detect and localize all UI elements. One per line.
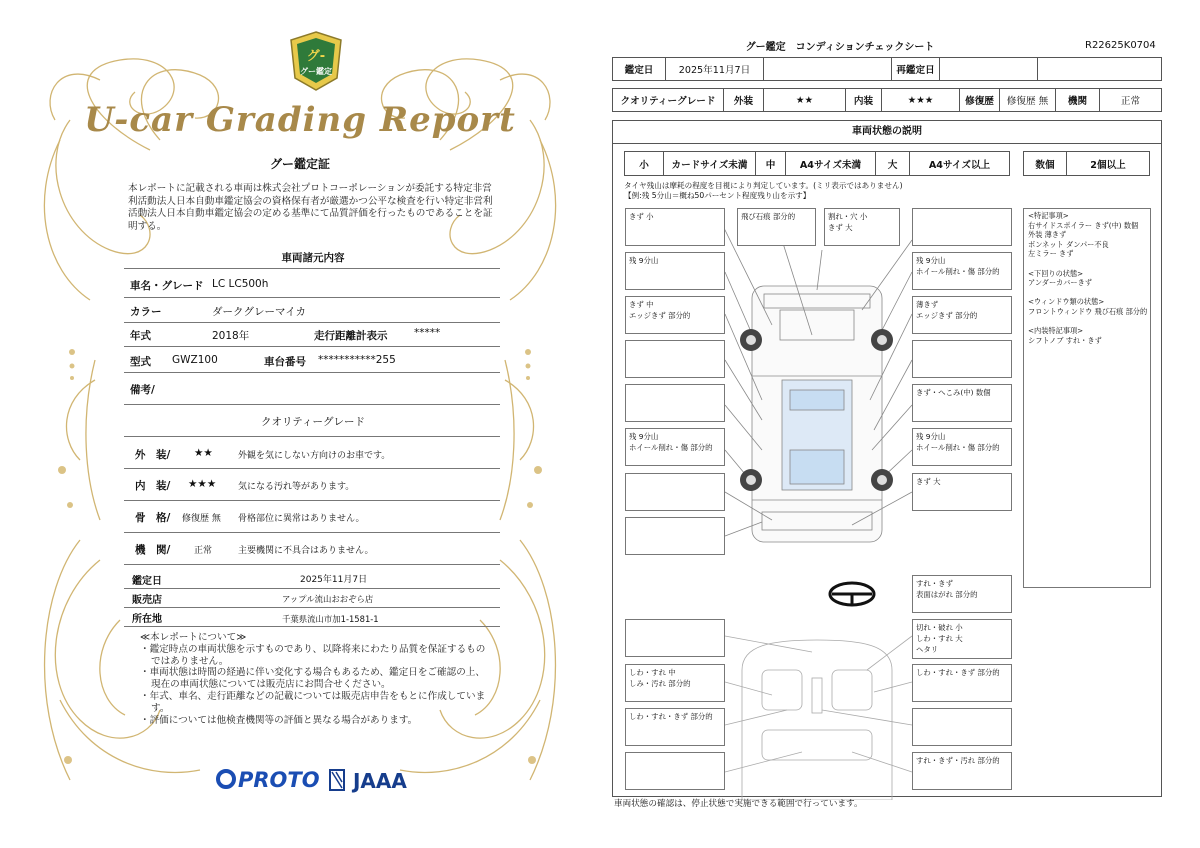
condition-box-fl-tire	[625, 252, 725, 290]
certificate-statement: 本レポートに記載される車両は株式会社プロトコーポレーションが委託する特定非営利活動法人日本自動車鑑定協会の資格保有者が厳選かつ公平な検査を行い特定非営利活動法人日本自動車鑑定協会の定める基準にて品質評価を行ったものであることを証明する。	[128, 183, 493, 232]
condition-text: きず 大	[916, 477, 941, 486]
condition-text: すれ・きず	[916, 579, 953, 588]
divider	[124, 564, 500, 565]
remarks-line: フロントウィンドウ 飛び石痕 部分的	[1028, 306, 1148, 316]
exterior-stars: ★★	[194, 447, 213, 459]
engine-value: 正常	[194, 546, 213, 556]
condition-text: ホイール削れ・傷 部分的	[916, 443, 1000, 452]
condition-text: すれ・きず・汚れ 部分的	[916, 756, 1000, 765]
condition-box-dashboard	[625, 619, 725, 657]
size-legend	[624, 151, 1010, 176]
divider	[124, 500, 500, 501]
remarks-label: 備考/	[130, 384, 155, 396]
remarks-heading: <特記事項>	[1028, 211, 1069, 220]
divider	[124, 268, 500, 269]
divider	[124, 404, 500, 405]
condition-text: きず 大	[828, 223, 853, 232]
frame-desc: 骨格部位に異常はありません。	[238, 514, 365, 524]
location-value: 千葉県流山市加1-1581-1	[282, 614, 379, 624]
size-mid-desc: A4サイズ未満	[785, 152, 875, 175]
condition-box-driver-seat	[912, 619, 1012, 659]
condition-box-right-fender	[912, 296, 1012, 334]
condition-text: 残 9分山	[916, 432, 946, 441]
remarks-spacer	[1028, 317, 1146, 327]
size-large: 大	[875, 152, 909, 175]
remarks-heading: <ウィンドウ類の状態>	[1028, 297, 1105, 307]
condition-box-driver-door-trim	[912, 664, 1012, 702]
frame-value: 修復歴 無	[182, 514, 221, 524]
jaaa-mark-icon	[328, 768, 346, 792]
spec-section-title: 車両諸元内容	[281, 252, 345, 264]
tire-note: タイヤ残山は摩耗の程度を目視により判定しています。(ミリ表示ではありません)	[624, 181, 903, 190]
condition-box-rear-bumper	[625, 517, 725, 555]
condition-text: ヘタリ	[916, 645, 939, 654]
condition-box-passenger-door-trim	[625, 708, 725, 746]
count-legend	[1023, 151, 1150, 176]
note-item: ・車両状態は時間の経過に伴い変化する場合もあるため、鑑定日をご確認の上、現在の車両状態については販売店にお問合せください。	[140, 667, 485, 691]
condition-box-left-fender	[625, 296, 725, 334]
condition-box-left-door	[625, 340, 725, 378]
divider	[124, 436, 500, 437]
jaaa-logo-text: JAAA	[352, 769, 407, 793]
date-value: 2025年11月7日	[300, 575, 368, 585]
condition-text: 残 9分山	[916, 256, 946, 265]
divider	[124, 372, 500, 373]
size-small: 小	[639, 159, 649, 171]
quality-section-title: クオリティーグレード	[261, 416, 365, 428]
condition-box-rear-left	[625, 473, 725, 511]
date-row	[612, 57, 1162, 81]
remarks-spacer	[1028, 288, 1146, 298]
proto-logo-text: PROTO	[238, 768, 320, 792]
chassis-label: 車台番号	[264, 356, 306, 368]
condition-text: しわ・すれ・きず 部分的	[629, 712, 713, 721]
divider	[124, 346, 500, 347]
note-item: ・鑑定時点の車両状態を示すものであり、以降将来にわたり品質を保証するものではありません。	[140, 643, 486, 667]
remarks-line: 右サイドスポイラー きず(中) 数個	[1028, 220, 1139, 230]
report-notes	[140, 632, 490, 726]
remarks-line: 外装 薄きず	[1028, 230, 1067, 240]
condition-box-rear-right	[912, 473, 1012, 511]
condition-text: 飛び石痕 部分的	[741, 212, 796, 221]
condition-box-front-right	[912, 208, 1012, 246]
interior-diagram	[725, 636, 912, 800]
divider	[124, 297, 500, 298]
model-label: 型式	[130, 356, 151, 368]
interior-stars: ★★★	[188, 478, 217, 490]
remarks-line: アンダーカバーきず	[1028, 278, 1092, 288]
condition-box-passenger-seat	[625, 664, 725, 702]
condition-box-steering	[912, 575, 1012, 613]
sheet-exterior-value: ★★	[763, 89, 845, 111]
condition-text: ホイール削れ・傷 部分的	[916, 267, 1000, 276]
proto-logo	[216, 768, 320, 792]
date-label: 鑑定日	[132, 576, 162, 587]
reinspect-label: 再鑑定日	[891, 58, 939, 80]
special-remarks	[1023, 208, 1151, 588]
sheet-date-value: 2025年11月7日	[665, 58, 763, 80]
chassis-value: ***********255	[318, 354, 396, 366]
condition-text: しわ・すれ 中	[629, 668, 676, 677]
sheet-title: グー鑑定 コンディションチェックシート	[745, 42, 935, 53]
exterior-desc: 外観を気にしない方向けのお車です。	[238, 451, 391, 461]
svg-text:グー鑑定: グー鑑定	[300, 67, 332, 76]
condition-text: 切れ・破れ 小	[916, 623, 963, 632]
name-label: 車名・グレード	[130, 280, 204, 292]
remarks-spacer	[1028, 259, 1146, 269]
mileage-label: 走行距離計表示	[314, 330, 388, 342]
remarks-line: シフトノブ すれ・きず	[1028, 335, 1102, 345]
reinspect-value	[939, 58, 1037, 80]
shop-value: アップル流山おおぞら店	[282, 594, 374, 604]
condition-box-front-left	[625, 208, 725, 246]
sheet-exterior-label: 外装	[723, 89, 763, 111]
goo-kantei-logo	[287, 30, 345, 92]
condition-text: 残 9分山	[629, 432, 659, 441]
condition-text: エッジきず 部分的	[629, 311, 691, 320]
condition-text: しわ・すれ・きず 部分的	[916, 668, 1000, 677]
note-item: ・評価については他検査機関等の評価と異なる場合があります。	[140, 714, 418, 726]
size-large-desc: A4サイズ以上	[909, 152, 1009, 175]
certificate-title: グー鑑定証	[269, 157, 330, 171]
notes-title: ≪本レポートについて≫	[140, 632, 247, 643]
condition-box-rear-right-seat	[912, 752, 1012, 790]
condition-text: 表面はがれ 部分的	[916, 590, 978, 599]
condition-text: 残 9分山	[629, 256, 659, 265]
condition-box-right-side	[912, 384, 1012, 422]
footer-note: 車両状態の確認は、停止状態で実施できる範囲で行っています。	[614, 799, 863, 809]
sheet-interior-value: ★★★	[881, 89, 959, 111]
location-label: 所在地	[132, 614, 162, 625]
condition-box-fr-tire	[912, 252, 1012, 290]
blank-cell	[1037, 58, 1161, 80]
condition-text: ホイール削れ・傷 部分的	[629, 443, 713, 452]
condition-box-front-bumper	[824, 208, 900, 246]
proto-mark-icon	[216, 769, 236, 789]
year-label: 年式	[130, 330, 151, 342]
condition-text: 薄きず	[916, 300, 939, 309]
interior-label: 内 装/	[135, 480, 171, 492]
engine-desc: 主要機関に不具合はありません。	[238, 546, 374, 556]
mileage-value: *****	[414, 327, 441, 339]
size-small-desc: カードサイズ未満	[663, 152, 755, 175]
frame-label: 骨 格/	[135, 512, 171, 524]
condition-text: きず・へこみ(中) 数個	[916, 388, 991, 397]
name-value: LC LC500h	[212, 278, 269, 290]
condition-box-left-side	[625, 384, 725, 422]
steering-wheel-icon	[830, 583, 874, 605]
condition-box-rear-left-seat	[625, 752, 725, 790]
engine-label: 機 関/	[135, 544, 171, 556]
remarks-line: ボンネット ダンパー不良	[1028, 239, 1109, 249]
tire-example: 【例:残 5分山＝概ね50パーセント程度残り山を示す】	[624, 191, 811, 200]
repair-label: 修復歴	[959, 89, 999, 111]
condition-text: しわ・すれ 大	[916, 634, 963, 643]
quality-label: クオリティーグレード	[620, 96, 716, 107]
remarks-heading: <下回りの状態>	[1028, 268, 1084, 278]
condition-text: しみ・汚れ 部分的	[629, 679, 691, 688]
color-label: カラー	[130, 306, 162, 318]
divider	[124, 607, 500, 608]
quality-row	[612, 88, 1162, 112]
jaaa-logo	[328, 768, 407, 793]
condition-box-console	[912, 708, 1012, 746]
divider	[124, 588, 500, 589]
sheet-interior-label: 内装	[845, 89, 881, 111]
count-desc: 2個以上	[1066, 152, 1149, 175]
report-title: U-car Grading Report	[84, 100, 516, 140]
condition-box-windshield	[737, 208, 816, 246]
divider	[124, 532, 500, 533]
note-item: ・年式、車名、走行距離などの記載については販売店申告をもとに作成しています。	[140, 690, 486, 714]
panel-title: 車両状態の説明	[612, 120, 1162, 144]
condition-box-rl-tire	[625, 428, 725, 466]
condition-text: 割れ・穴 小	[828, 212, 868, 221]
shop-label: 販売店	[132, 595, 162, 606]
repair-value: 修復歴 無	[999, 89, 1055, 111]
sheet-engine-value: 正常	[1099, 89, 1161, 111]
sheet-engine-label: 機関	[1055, 89, 1099, 111]
condition-text: きず 小	[629, 212, 654, 221]
divider	[124, 626, 500, 627]
condition-text: きず 中	[629, 300, 654, 309]
sheet-date-label: 鑑定日	[624, 65, 654, 76]
remarks-heading: <内装特記事項>	[1028, 326, 1084, 336]
svg-text:グ-: グ-	[306, 49, 326, 64]
remarks-line: 左ミラー きず	[1028, 249, 1074, 259]
interior-desc: 気になる汚れ等があります。	[238, 482, 355, 492]
color-value: ダークグレーマイカ	[212, 306, 306, 318]
condition-box-right-door	[912, 340, 1012, 378]
exterior-label: 外 装/	[135, 449, 171, 461]
model-value: GWZ100	[172, 354, 218, 366]
count-label: 数個	[1035, 159, 1055, 171]
size-mid: 中	[755, 152, 785, 175]
blank-cell	[763, 58, 891, 80]
divider	[124, 322, 500, 323]
year-value: 2018年	[212, 330, 250, 342]
divider	[124, 468, 500, 469]
condition-text: エッジきず 部分的	[916, 311, 978, 320]
condition-box-rr-tire	[912, 428, 1012, 466]
sheet-id: R22625K0704	[1085, 40, 1156, 51]
